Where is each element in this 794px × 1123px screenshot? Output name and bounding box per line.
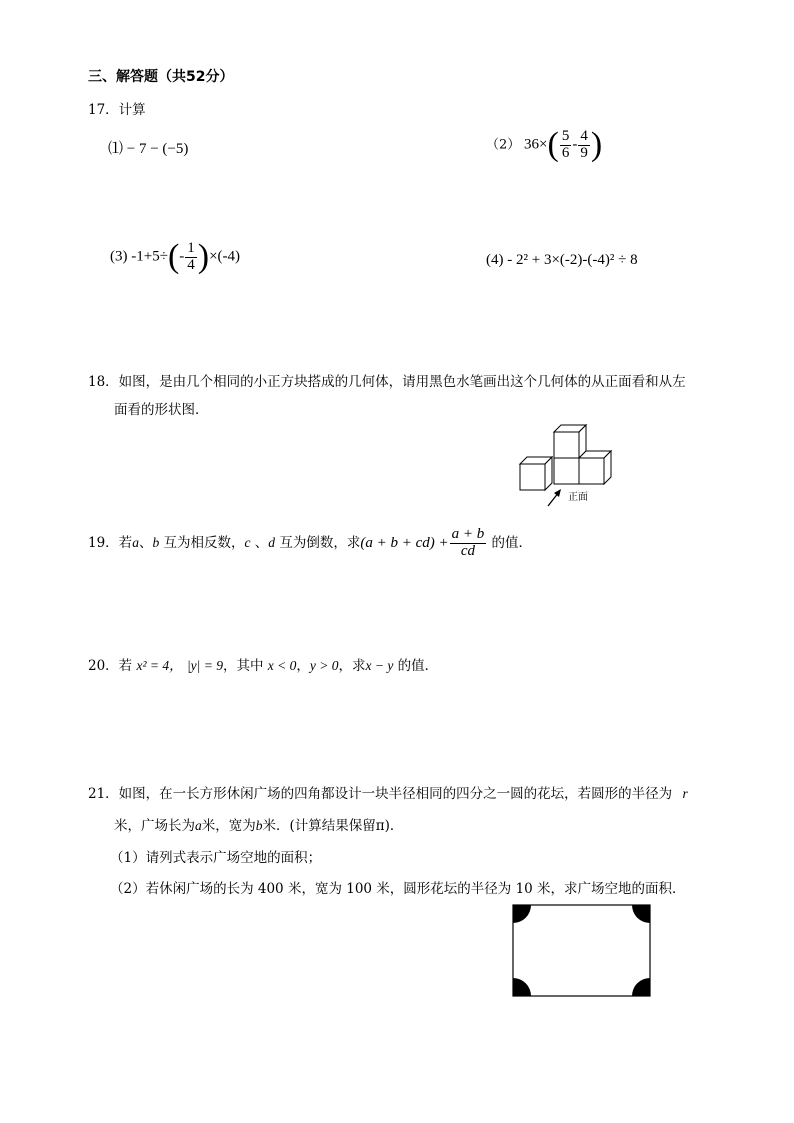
front-arrow-head <box>554 489 561 497</box>
q20-mid: ，其中 <box>222 658 264 674</box>
q19-c: c <box>244 534 251 550</box>
q17-part3: (3) -1+5÷(- $\frac{1}{4}$ )×(-4) <box>110 238 241 275</box>
cube-figure <box>518 423 613 503</box>
cube-mid-front <box>554 458 579 484</box>
q20-cond3: x < 0 <box>267 658 297 673</box>
q17-part2-minus: - <box>572 136 578 153</box>
q17-part3-lead: -1+5÷ <box>131 248 168 265</box>
cube-top-front <box>554 432 579 458</box>
q19-frac-den: cd <box>460 542 475 559</box>
q19-mid2: 互为倒数，求 <box>275 534 361 551</box>
q17-stem: 17．计算 <box>88 102 146 118</box>
q18-line2: 面看的形状图． <box>114 402 209 418</box>
q21-b: b <box>255 818 263 833</box>
q19-b: b <box>152 534 160 550</box>
q19-d: d <box>268 534 276 550</box>
q17-part1-label: ⑴ <box>108 141 124 157</box>
cube-right-front <box>579 458 604 484</box>
q17-part1-expr: − 7 − (−5) <box>126 141 189 157</box>
q21-sub1: （1）请列式表示广场空地的面积； <box>110 850 322 866</box>
q21-sub2: （2）若休闲广场的长为 400 米，宽为 100 米，圆形花坛的半径为 10 米，求广场空地的面积． <box>110 881 686 897</box>
q17-part2-label: （2） <box>486 137 521 153</box>
section-title: 三、解答题（共52分） <box>88 69 234 85</box>
q17-part3-frac-num: 1 <box>187 239 195 256</box>
q21-line2-pre: 米，广场长为 <box>114 818 195 834</box>
q17-part4-expr: - 2² + 3×(-2)-(-4)² ÷ 8 <box>507 252 638 268</box>
q17-part3-frac-den: 4 <box>187 256 195 273</box>
q20-mid2: ，求 <box>338 658 366 674</box>
q21-line2-mid: 米，宽为 <box>201 818 256 834</box>
q17-part2-frac1 <box>560 129 572 162</box>
q17-part4-label: (4) <box>486 252 504 268</box>
front-label: 正面 <box>568 492 588 503</box>
plaza-figure <box>512 904 652 998</box>
q18-line1: 18．如图，是由几个相同的小正方块搭成的几何体，请用黑色水笔画出这个几何体的从正面看和从左 <box>88 374 686 390</box>
q21-a: a <box>195 818 202 833</box>
q17-part2-frac2-den: 9 <box>580 144 588 161</box>
q17-part2-frac1-num: 5 <box>561 127 570 144</box>
q21-line1 <box>88 782 688 802</box>
q20: 20．若 x² = 4， |y| = 9，其中 x < 0，y > 0，求x − y 的值． <box>88 658 439 674</box>
q17-part2-frac2-num: 4 <box>580 127 588 144</box>
q19-sep2: 、 <box>250 534 269 551</box>
q17-part2: （2） 36×( $\frac{5}{6}$ - $\frac{4}{9}$ ) <box>486 126 603 163</box>
q19 <box>88 527 532 560</box>
q17-part4 <box>486 252 638 269</box>
q17-part2-frac1-den: 6 <box>561 144 570 161</box>
q17-part3-label: (3) <box>110 248 128 265</box>
q19-frac <box>450 527 487 560</box>
q17-part3-tail: ×(-4) <box>209 248 241 265</box>
q21-line2 <box>114 814 403 834</box>
q21-line2-post: 米．(计算结果保留π)． <box>262 818 404 834</box>
q21-r: r <box>682 786 688 801</box>
q19-pre: 19．若 <box>88 534 133 551</box>
q17-part3-inner-minus: - <box>179 248 185 265</box>
q19-mid1: 互为相反数， <box>159 534 245 551</box>
q20-target: x − y <box>365 658 394 673</box>
q19-sep1: 、 <box>138 534 153 551</box>
q21-line1-text: 21．如图，在一长方形休闲广场的四角都设计一块半径相同的四分之一圆的花坛，若圆形的半径为 <box>88 786 673 802</box>
q17-part1 <box>108 137 188 158</box>
q19-a: a <box>132 534 139 550</box>
q20-post: 的值． <box>393 658 439 674</box>
q20-cond4: y > 0 <box>309 658 339 673</box>
q17-part3-frac <box>185 241 197 274</box>
q19-post: 的值． <box>487 534 533 551</box>
q19-frac-num: a + b <box>451 526 485 542</box>
q17-part2-lead: 36× <box>524 136 548 153</box>
plaza-rect <box>513 905 650 996</box>
q20-pre: 20．若 <box>88 658 133 674</box>
cube-left-front <box>520 464 545 490</box>
q20-cond2: |y| = 9 <box>186 658 223 673</box>
q17-part2-frac2 <box>578 129 590 162</box>
q20-cond1: x² = 4， <box>136 658 183 673</box>
q19-expr1: (a + b + cd) + <box>360 534 449 551</box>
